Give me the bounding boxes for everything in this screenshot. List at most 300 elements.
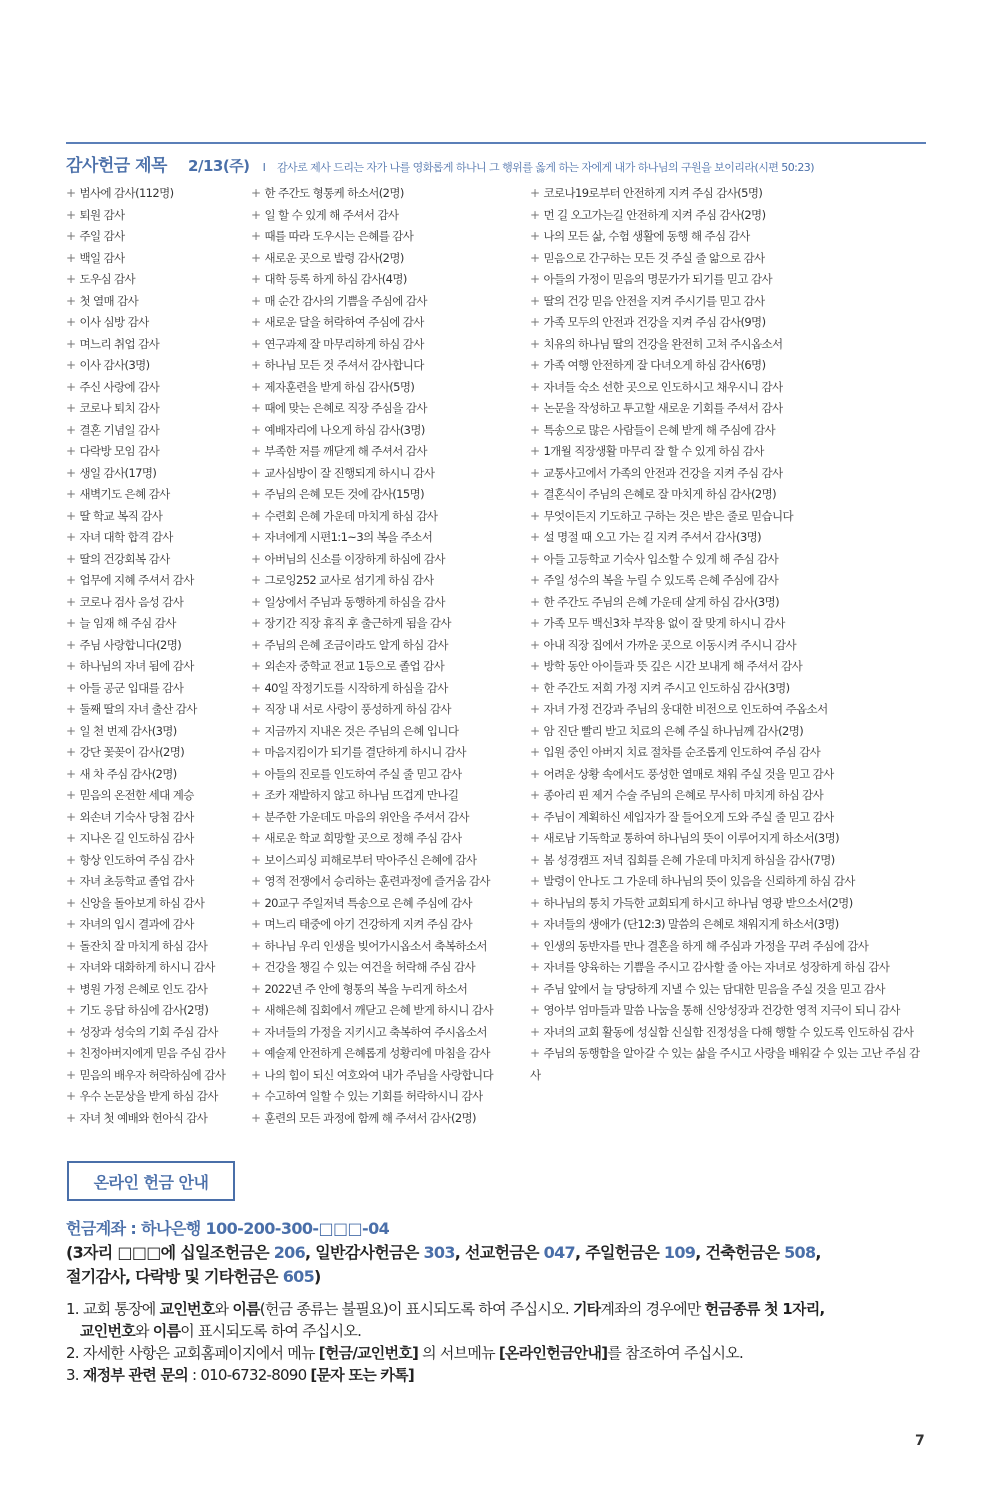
thanks-item-text: 주님 앞에서 늘 당당하게 지낼 수 있는 담대한 믿음을 주실 것을 믿고 감사 xyxy=(543,981,885,996)
alloc-text: , 일반감사헌금은 xyxy=(305,1243,424,1262)
thanks-item-text: 며느리 태중에 아기 건강하게 지켜 주심 감사 xyxy=(264,917,472,931)
thanks-item-text: 영아부 엄마들과 말씀 나눔을 통해 신앙성장과 건강한 영적 지극이 되니 감사 xyxy=(543,1003,900,1017)
plus-icon: + xyxy=(251,616,261,630)
thanks-item-text: 믿음의 온전한 세대 계승 xyxy=(79,788,194,802)
plus-icon: + xyxy=(251,315,261,329)
plus-icon: + xyxy=(66,723,76,738)
thanks-item xyxy=(530,527,930,549)
plus-icon: + xyxy=(66,1003,76,1017)
thanks-item-text: 자녀와 대화하게 하시니 감사 xyxy=(79,960,215,974)
thanks-item-text: 가족 모두의 안전과 건강을 지켜 주심 감사(9명) xyxy=(543,315,766,329)
thanks-item-text: 믿음으로 간구하는 모든 것 주실 줄 앎으로 감사 xyxy=(543,250,765,265)
thanks-item-text: 성장과 성숙의 기회 주심 감사 xyxy=(79,1024,218,1039)
thanks-item-text: 코로나19로부터 안전하게 지켜 주심 감사(5명) xyxy=(543,186,763,200)
thanks-item-text: 자녀들의 가정을 지키시고 축복하여 주시옵소서 xyxy=(264,1024,487,1039)
thanks-column-2 xyxy=(251,183,531,1129)
thanks-item xyxy=(251,699,531,721)
thanks-item-text: 제자훈련을 받게 하심 감사(5명) xyxy=(264,379,415,394)
thanks-item-text: 논문을 작성하고 투고할 새로운 기회를 주셔서 감사 xyxy=(543,401,783,415)
alloc-text: ) xyxy=(314,1267,321,1286)
thanks-item-text: 병원 가정 은혜로 인도 감사 xyxy=(79,981,208,996)
plus-icon: + xyxy=(66,422,76,437)
thanks-item xyxy=(251,1043,531,1065)
thanks-item-text: 이사 감사(3명) xyxy=(79,358,150,372)
plus-icon: + xyxy=(251,1003,261,1017)
thanks-item-text: 자녀 첫 예배와 헌아식 감사 xyxy=(79,1110,208,1125)
thanks-item-text: 한 주간도 저희 가정 지켜 주시고 인도하심 감사(3명) xyxy=(543,680,790,695)
code-thanks: 303 xyxy=(423,1243,455,1262)
thanks-item xyxy=(530,291,930,313)
plus-icon: + xyxy=(251,336,261,351)
thanks-item xyxy=(66,785,252,807)
thanks-item-text: 하나님 모든 것 주셔서 감사합니다 xyxy=(264,358,424,372)
thanks-item xyxy=(251,463,531,485)
thanks-item-text: 자녀의 입시 결과에 감사 xyxy=(79,917,194,931)
thanks-item-text: 이사 심방 감사 xyxy=(79,315,149,329)
thanks-item xyxy=(66,828,252,850)
thanks-item xyxy=(530,936,930,958)
plus-icon: + xyxy=(530,960,540,974)
plus-icon: + xyxy=(530,508,540,523)
thanks-item xyxy=(66,957,252,979)
plus-icon: + xyxy=(66,1089,76,1103)
thanks-item-text: 봄 성경캠프 저녁 집회를 은혜 가운데 마치게 하심을 감사(7명) xyxy=(543,852,835,867)
plus-icon: + xyxy=(66,315,76,329)
thanks-item xyxy=(66,506,252,528)
plus-icon: + xyxy=(251,874,261,888)
thanks-item xyxy=(66,1022,252,1044)
thanks-item xyxy=(66,312,252,334)
thanks-item xyxy=(66,527,252,549)
plus-icon: + xyxy=(530,336,540,351)
thanks-item-text: 예배자리에 나오게 하심 감사(3명) xyxy=(264,422,425,437)
thanks-item xyxy=(530,957,930,979)
thanks-item xyxy=(66,850,252,872)
thanks-item-text: 새로운 학교 희망할 곳으로 정해 주심 감사 xyxy=(264,831,462,845)
offering-code-allocation xyxy=(66,1241,946,1289)
thanks-item-text: 아들의 가정이 믿음의 명문가가 되기를 믿고 감사 xyxy=(543,272,772,286)
thanks-item xyxy=(530,226,930,248)
alloc-text: , 선교헌금은 xyxy=(454,1243,544,1262)
thanks-item-text: 아버님의 신소를 이장하게 하심에 감사 xyxy=(264,551,445,566)
plus-icon: + xyxy=(251,293,261,308)
alloc-text: , 건축헌금은 xyxy=(695,1243,785,1262)
note-2: 2. 자세한 사항은 교회홈페이지에서 메뉴 [헌금/교인번호] 의 서브메뉴 [온라인헌금안내]를 참조하여 주십시오. xyxy=(66,1344,744,1362)
thanks-item-text: 지금까지 지내온 것은 주님의 은혜 입니다 xyxy=(264,723,459,738)
thanks-item xyxy=(530,377,930,399)
plus-icon: + xyxy=(251,938,261,953)
plus-icon: + xyxy=(251,723,261,738)
thanks-item-text: 자녀에게 시편1:1~3의 복을 주소서 xyxy=(264,530,433,544)
plus-icon: + xyxy=(251,272,261,286)
thanks-item xyxy=(251,785,531,807)
thanks-item xyxy=(251,420,531,442)
thanks-item-text: 퇴원 감사 xyxy=(79,207,125,222)
thanks-item-text: 아들 고등학교 기숙사 입소할 수 있게 해 주심 감사 xyxy=(543,551,779,566)
thanks-item xyxy=(66,936,252,958)
thanks-item-text: 항상 인도하여 주심 감사 xyxy=(79,852,194,867)
thanks-item xyxy=(530,205,930,227)
thanks-item xyxy=(530,1000,930,1022)
thanks-item-text: 딸 학교 복직 감사 xyxy=(79,508,163,523)
thanks-item-text: 다락방 모임 감사 xyxy=(79,444,160,458)
thanks-item xyxy=(530,893,930,915)
plus-icon: + xyxy=(251,250,261,265)
thanks-item-text: 연구과제 잘 마무리하게 하심 감사 xyxy=(264,336,424,351)
plus-icon: + xyxy=(530,874,540,888)
thanks-item-text: 주님의 은혜 모든 것에 감사(15명) xyxy=(264,487,425,501)
plus-icon: + xyxy=(251,186,261,200)
plus-icon: + xyxy=(251,422,261,437)
thanks-item-text: 자녀를 양육하는 기쁨을 주시고 감사할 줄 아는 자녀로 성장하게 하심 감사 xyxy=(543,960,890,974)
thanks-item xyxy=(66,484,252,506)
thanks-item-text: 방학 동안 아이들과 뜻 깊은 시간 보내게 해 주셔서 감사 xyxy=(543,659,803,673)
thanks-item-text: 아들 공군 입대를 감사 xyxy=(79,680,184,695)
plus-icon: + xyxy=(251,895,261,910)
thanks-item-text: 생일 감사(17명) xyxy=(79,465,157,480)
thanks-item xyxy=(251,850,531,872)
plus-icon: + xyxy=(66,938,76,953)
thanks-item-text: 나의 모든 삶, 수험 생활에 동행 해 주심 감사 xyxy=(543,229,750,243)
thanks-item-text: 업무에 지혜 주셔서 감사 xyxy=(79,573,194,587)
title-separator: I xyxy=(262,161,266,174)
plus-icon: + xyxy=(251,508,261,523)
thanks-item xyxy=(66,269,252,291)
page-number: 7 xyxy=(915,1433,925,1449)
thanks-item xyxy=(530,441,930,463)
plus-icon: + xyxy=(66,358,76,372)
thanks-item xyxy=(251,936,531,958)
thanks-item xyxy=(251,441,531,463)
thanks-item xyxy=(251,635,531,657)
thanks-item-text: 때를 따라 도우시는 은혜를 감사 xyxy=(264,229,414,243)
thanks-item xyxy=(530,1022,930,1044)
plus-icon: + xyxy=(66,1046,76,1060)
plus-icon: + xyxy=(66,659,76,673)
thanks-item xyxy=(251,377,531,399)
thanks-item-text: 외손자 중학교 전교 1등으로 졸업 감사 xyxy=(264,659,445,673)
thanks-item-text: 주님의 동행함을 알아갈 수 있는 삶을 주시고 사랑을 배워갈 수 있는 고난 주심 감사 xyxy=(530,1046,920,1082)
thanks-item-text: 훈련의 모든 과정에 함께 해 주셔서 감사(2명) xyxy=(264,1110,476,1125)
thanks-item xyxy=(66,377,252,399)
thanks-item xyxy=(66,914,252,936)
code-sunday: 109 xyxy=(663,1243,696,1262)
plus-icon: + xyxy=(530,207,540,222)
thanks-item-text: 입원 중인 아버지 치료 절차를 순조롭게 인도하여 주심 감사 xyxy=(543,745,821,759)
thanks-item-text: 믿음의 배우자 허락하심에 감사 xyxy=(79,1067,226,1082)
note-1: 1. 교회 통장에 교인번호와 이름(헌금 종류는 불필요)이 표시되도록 하여 주십시오. 기타계좌의 경우에만 헌금종류 첫 1자리, xyxy=(66,1300,825,1318)
plus-icon: + xyxy=(66,401,76,415)
thanks-item-text: 40일 작정기도를 시작하게 하심을 감사 xyxy=(264,680,448,695)
thanks-item xyxy=(530,678,930,700)
alloc-text: , xyxy=(815,1243,821,1262)
thanks-item xyxy=(66,1000,252,1022)
note-3: 3. 재정부 관련 문의 : 010-6732-8090 [문자 또는 카톡] xyxy=(66,1366,415,1384)
thanks-item-text: 자녀들의 생애가 (단12:3) 말씀의 은혜로 채워지게 하소서(3명) xyxy=(543,917,839,931)
thanks-item xyxy=(251,957,531,979)
plus-icon: + xyxy=(530,422,540,437)
thanks-item xyxy=(530,807,930,829)
thanks-item-text: 결혼식이 주님의 은혜로 잘 마치게 하심 감사(2명) xyxy=(543,487,776,501)
plus-icon: + xyxy=(66,487,76,501)
plus-icon: + xyxy=(66,229,76,243)
thanks-item xyxy=(66,742,252,764)
plus-icon: + xyxy=(251,401,261,415)
thanks-item-text: 교통사고에서 가족의 안전과 건강을 지켜 주심 감사 xyxy=(543,465,783,480)
plus-icon: + xyxy=(530,680,540,695)
plus-icon: + xyxy=(530,981,540,996)
section-title: 감사헌금 제목 xyxy=(66,156,167,176)
thanks-item xyxy=(251,656,531,678)
thanks-item xyxy=(530,549,930,571)
thanks-item-text: 수련회 은혜 가운데 마치게 하심 감사 xyxy=(264,508,438,523)
plus-icon: + xyxy=(530,766,540,781)
plus-icon: + xyxy=(66,680,76,695)
plus-icon: + xyxy=(66,895,76,910)
thanks-item xyxy=(530,785,930,807)
thanks-item-text: 코로나 퇴치 감사 xyxy=(79,401,160,415)
plus-icon: + xyxy=(66,981,76,996)
online-offering-heading-box xyxy=(67,1161,235,1201)
thanks-item xyxy=(251,592,531,614)
plus-icon: + xyxy=(530,315,540,329)
plus-icon: + xyxy=(530,358,540,372)
plus-icon: + xyxy=(66,573,76,587)
thanks-item xyxy=(66,183,252,205)
thanks-item-text: 주님이 계획하신 세입자가 잘 들어오게 도와 주실 줄 믿고 감사 xyxy=(543,809,834,824)
thanks-item xyxy=(251,1022,531,1044)
plus-icon: + xyxy=(530,293,540,308)
thanks-item-text: 일상에서 주님과 동행하게 하심을 감사 xyxy=(264,594,445,609)
thanks-item xyxy=(66,807,252,829)
plus-icon: + xyxy=(66,788,76,802)
thanks-item xyxy=(251,1065,531,1087)
thanks-item xyxy=(251,334,531,356)
thanks-item xyxy=(251,871,531,893)
thanks-item-text: 친정아버지에게 믿음 주심 감사 xyxy=(79,1046,226,1060)
thanks-item-text: 주신 사랑에 감사 xyxy=(79,379,160,394)
thanks-item xyxy=(530,721,930,743)
thanks-item-text: 치유의 하나님 딸의 건강을 완전히 고쳐 주시옵소서 xyxy=(543,336,783,351)
plus-icon: + xyxy=(66,594,76,609)
thanks-item xyxy=(530,248,930,270)
thanks-item-text: 결혼 기념일 감사 xyxy=(79,422,160,437)
plus-icon: + xyxy=(66,272,76,286)
thanks-item xyxy=(66,592,252,614)
plus-icon: + xyxy=(251,809,261,824)
thanks-item-text: 기도 응답 하심에 감사(2명) xyxy=(79,1003,209,1017)
thanks-item xyxy=(251,183,531,205)
plus-icon: + xyxy=(66,809,76,824)
thanks-item-text: 20교구 주일저녁 특송으로 은혜 주심에 감사 xyxy=(264,895,472,910)
thanks-item xyxy=(530,850,930,872)
thanks-item-text: 먼 길 오고가는길 안전하게 지켜 주심 감사(2명) xyxy=(543,207,766,222)
thanks-item xyxy=(66,463,252,485)
bank-account: 헌금계좌 : 하나은행 100-200-300-□□□-04 xyxy=(66,1219,390,1238)
thanks-item-text: 한 주간도 주님의 은혜 가운데 살게 하심 감사(3명) xyxy=(543,594,780,609)
plus-icon: + xyxy=(530,659,540,673)
thanks-item xyxy=(251,398,531,420)
plus-icon: + xyxy=(251,831,261,845)
plus-icon: + xyxy=(251,358,261,372)
thanks-item xyxy=(530,312,930,334)
thanks-item xyxy=(66,656,252,678)
thanks-item xyxy=(66,764,252,786)
plus-icon: + xyxy=(251,852,261,867)
thanks-item-text: 새벽기도 은혜 감사 xyxy=(79,487,170,501)
thanks-item xyxy=(530,570,930,592)
thanks-item xyxy=(251,721,531,743)
thanks-item-text: 자녀들 숙소 선한 곳으로 인도하시고 채우시니 감사 xyxy=(543,379,783,394)
thanks-item xyxy=(251,1086,531,1108)
thanks-item-text: 주일 성수의 복을 누릴 수 있도록 은혜 주심에 감사 xyxy=(543,573,779,587)
thanks-item xyxy=(251,484,531,506)
thanks-item xyxy=(251,312,531,334)
thanks-item-text: 종아리 핀 제거 수술 주님의 은혜로 무사히 마치게 하심 감사 xyxy=(543,788,824,802)
thanks-item xyxy=(530,1043,925,1086)
plus-icon: + xyxy=(66,186,76,200)
plus-icon: + xyxy=(66,1024,76,1039)
thanks-item xyxy=(251,226,531,248)
plus-icon: + xyxy=(66,637,76,652)
thanks-item-text: 신앙을 돌아보게 하심 감사 xyxy=(79,895,205,910)
plus-icon: + xyxy=(251,702,261,716)
thanks-item xyxy=(251,914,531,936)
thanks-item-text: 새해은혜 집회에서 깨닫고 은혜 받게 하시니 감사 xyxy=(264,1003,493,1017)
plus-icon: + xyxy=(251,1024,261,1039)
thanks-item-text: 자녀 초등학교 졸업 감사 xyxy=(79,874,194,888)
thanks-item xyxy=(251,742,531,764)
thanks-item-text: 한 주간도 형통케 하소서(2명) xyxy=(264,186,404,200)
thanks-item xyxy=(66,549,252,571)
thanks-item xyxy=(66,570,252,592)
thanks-item xyxy=(66,979,252,1001)
thanks-item xyxy=(251,506,531,528)
plus-icon: + xyxy=(251,573,261,587)
thanks-item xyxy=(66,1065,252,1087)
thanks-item xyxy=(251,613,531,635)
thanks-item xyxy=(251,893,531,915)
thanks-item-text: 그로잉252 교사로 섬기게 하심 감사 xyxy=(264,573,434,587)
thanks-item-text: 주일 감사 xyxy=(79,229,125,243)
thanks-item-text: 코로나 검사 음성 감사 xyxy=(79,594,184,609)
thanks-item-text: 새로운 곳으로 발령 감사(2명) xyxy=(264,250,404,265)
thanks-item-text: 새 차 주심 감사(2명) xyxy=(79,766,177,781)
thanks-item-text: 돌잔치 잘 마치게 하심 감사 xyxy=(79,938,208,953)
plus-icon: + xyxy=(66,702,76,716)
plus-icon: + xyxy=(530,702,540,716)
thanks-item xyxy=(251,248,531,270)
thanks-item xyxy=(530,914,930,936)
thanks-item-text: 주님 사랑합니다(2명) xyxy=(79,637,182,652)
thanks-item xyxy=(66,441,252,463)
plus-icon: + xyxy=(66,745,76,759)
thanks-item-text: 보이스피싱 피해로부터 막아주신 은혜에 감사 xyxy=(264,852,477,867)
thanks-item xyxy=(530,828,930,850)
thanks-item-text: 매 순간 감사의 기쁨을 주심에 감사 xyxy=(264,293,427,308)
thanks-item-text: 영적 전쟁에서 승리하는 훈련과정에 즐거움 감사 xyxy=(264,874,490,888)
online-offering-heading: 온라인 헌금 안내 xyxy=(93,1172,209,1192)
thanks-item-text: 딸의 건강 믿음 안전을 지켜 주시기를 믿고 감사 xyxy=(543,293,765,308)
plus-icon: + xyxy=(530,444,540,458)
thanks-item-text: 대학 등록 하게 하심 감사(4명) xyxy=(264,272,407,286)
thanks-item-text: 예술제 안전하게 은혜롭게 성황리에 마침을 감사 xyxy=(264,1046,490,1060)
plus-icon: + xyxy=(530,551,540,566)
plus-icon: + xyxy=(530,745,540,759)
thanks-item xyxy=(251,807,531,829)
thanks-item-text: 마음지킴이가 되기를 결단하게 하시니 감사 xyxy=(264,745,466,759)
thanks-item xyxy=(66,678,252,700)
plus-icon: + xyxy=(66,336,76,351)
plus-icon: + xyxy=(251,766,261,781)
plus-icon: + xyxy=(530,573,540,587)
thanks-item-text: 아들의 진로를 인도하여 주실 줄 믿고 감사 xyxy=(264,766,462,781)
code-mission: 047 xyxy=(543,1243,575,1262)
thanks-item xyxy=(251,979,531,1001)
plus-icon: + xyxy=(66,852,76,867)
thanks-item xyxy=(530,334,930,356)
plus-icon: + xyxy=(251,680,261,695)
thanks-item-text: 아내 직장 집에서 가까운 곳으로 이동시켜 주시니 감사 xyxy=(543,637,797,652)
thanks-item-text: 2022년 주 안에 형통의 복을 누리게 하소서 xyxy=(264,981,468,996)
thanks-item xyxy=(530,183,930,205)
plus-icon: + xyxy=(66,465,76,480)
plus-icon: + xyxy=(251,229,261,243)
thanks-item-text: 인생의 동반자를 만나 결혼을 하게 해 주심과 가정을 꾸려 주심에 감사 xyxy=(543,938,869,953)
thanks-item xyxy=(530,613,930,635)
thanks-item xyxy=(251,527,531,549)
plus-icon: + xyxy=(251,1089,261,1103)
thanks-item-text: 하나님 우리 인생을 빚어가시옵소서 축복하소서 xyxy=(264,938,487,953)
thanks-item xyxy=(251,549,531,571)
thanks-item-text: 설 명절 때 오고 가는 길 지켜 주셔서 감사(3명) xyxy=(543,530,762,544)
thanks-item xyxy=(66,355,252,377)
plus-icon: + xyxy=(66,293,76,308)
thanks-item-text: 직장 내 서로 사랑이 풍성하게 하심 감사 xyxy=(264,702,451,716)
plus-icon: + xyxy=(66,508,76,523)
plus-icon: + xyxy=(66,444,76,458)
plus-icon: + xyxy=(66,250,76,265)
plus-icon: + xyxy=(66,1110,76,1125)
plus-icon: + xyxy=(251,1067,261,1082)
alloc-text: 절기감사, 다락방 및 기타헌금은 xyxy=(66,1267,283,1286)
thanks-column-1 xyxy=(66,183,252,1129)
plus-icon: + xyxy=(66,1067,76,1082)
plus-icon: + xyxy=(66,379,76,394)
thanks-item xyxy=(66,635,252,657)
thanks-item-text: 건강을 챙길 수 있는 여건을 허락해 주심 감사 xyxy=(264,960,476,974)
plus-icon: + xyxy=(530,186,540,200)
code-tithe: 206 xyxy=(273,1243,306,1262)
thanks-item-text: 범사에 감사(112명) xyxy=(79,186,174,200)
thanks-item xyxy=(530,979,930,1001)
plus-icon: + xyxy=(251,1046,261,1060)
thanks-item xyxy=(251,570,531,592)
thanks-item xyxy=(530,463,930,485)
code-building: 508 xyxy=(784,1243,816,1262)
plus-icon: + xyxy=(530,594,540,609)
thanks-item-text: 주님의 은혜 조금이라도 알게 하심 감사 xyxy=(264,637,448,652)
thanks-item-text: 발령이 안나도 그 가운데 하나님의 뜻이 있음을 신뢰하게 하심 감사 xyxy=(543,874,855,888)
plus-icon: + xyxy=(530,831,540,845)
thanks-item xyxy=(251,1108,531,1130)
plus-icon: + xyxy=(66,530,76,544)
thanks-item-text: 나의 힘이 되신 여호와여 내가 주님을 사랑합니다 xyxy=(264,1067,493,1082)
thanks-item xyxy=(66,420,252,442)
thanks-item xyxy=(66,334,252,356)
thanks-item-text: 일 할 수 있게 해 주셔서 감사 xyxy=(264,207,399,222)
thanks-item xyxy=(66,871,252,893)
